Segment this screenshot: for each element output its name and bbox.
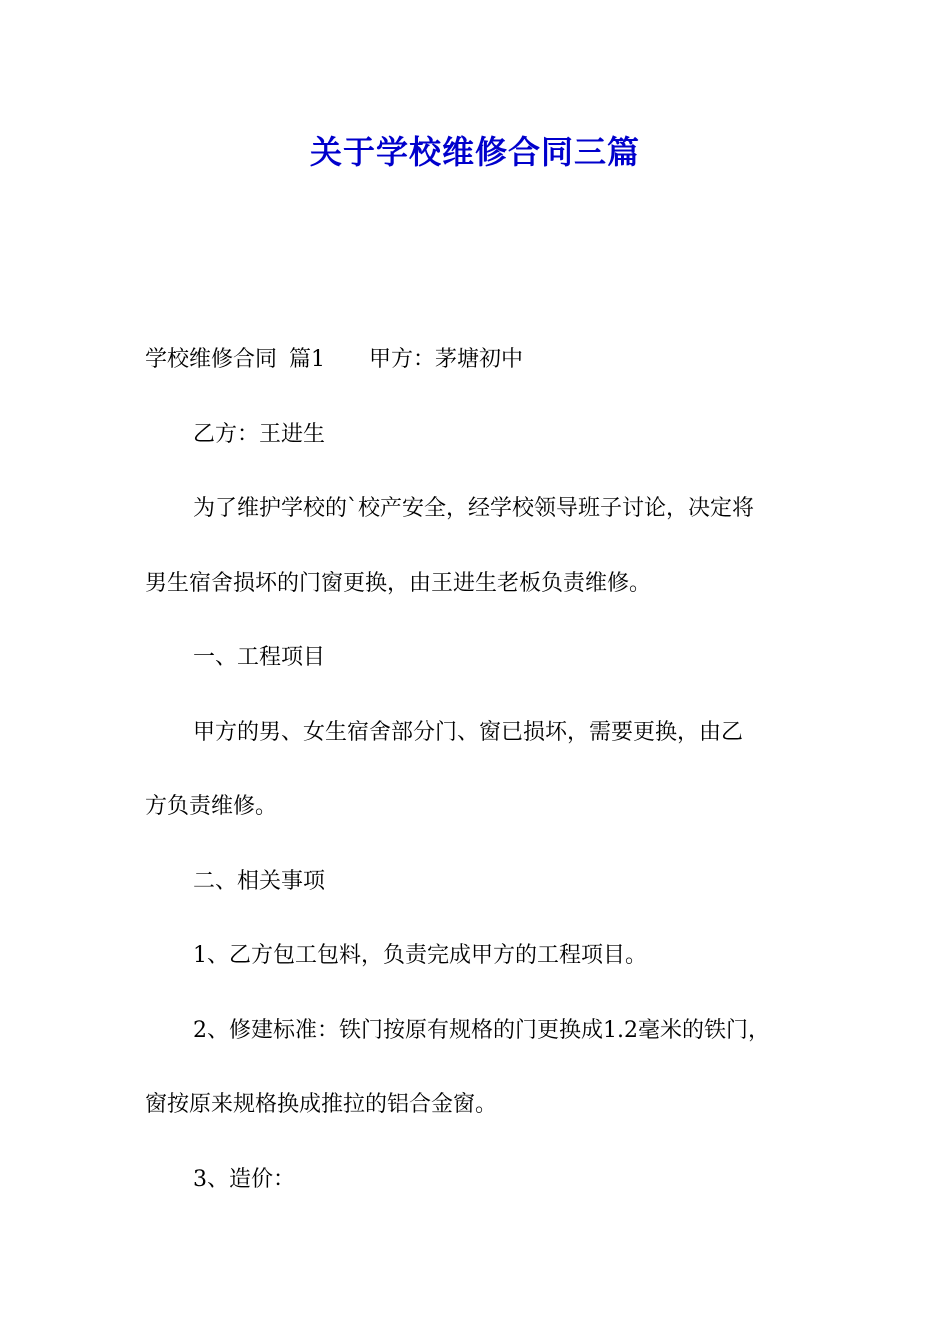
document-title: 关于学校维修合同三篇	[309, 133, 640, 171]
paragraph-line: 2、修建标准：铁门按原有规格的门更换成1.2毫米的铁门，	[193, 1018, 770, 1043]
paragraph-line: 二、相关事项	[193, 869, 326, 894]
paragraph-line: 方负责维修。	[145, 794, 278, 819]
header-line	[145, 344, 523, 376]
paragraph-line: 男生宿舍损坏的门窗更换，由王进生老板负责维修。	[145, 571, 652, 596]
paragraph-line: 为了维护学校的`校产安全，经学校领导班子讨论，决定将	[193, 496, 755, 521]
paragraph-line: 1、乙方包工包料，负责完成甲方的工程项目。	[193, 943, 647, 968]
paragraph-line: 一、工程项目	[193, 645, 326, 670]
party-a-label: 甲方：茅塘初中	[369, 347, 524, 372]
paragraph-line: 甲方的男、女生宿舍部分门、窗已损坏，需要更换，由乙	[193, 720, 744, 745]
paragraph-line: 乙方：王进生	[193, 422, 326, 447]
paragraph-line: 3、造价：	[193, 1167, 295, 1192]
section-label: 学校维修合同	[145, 347, 278, 372]
part-label: 篇1	[289, 347, 326, 372]
paragraph-line: 窗按原来规格换成推拉的铝合金窗。	[145, 1092, 498, 1117]
